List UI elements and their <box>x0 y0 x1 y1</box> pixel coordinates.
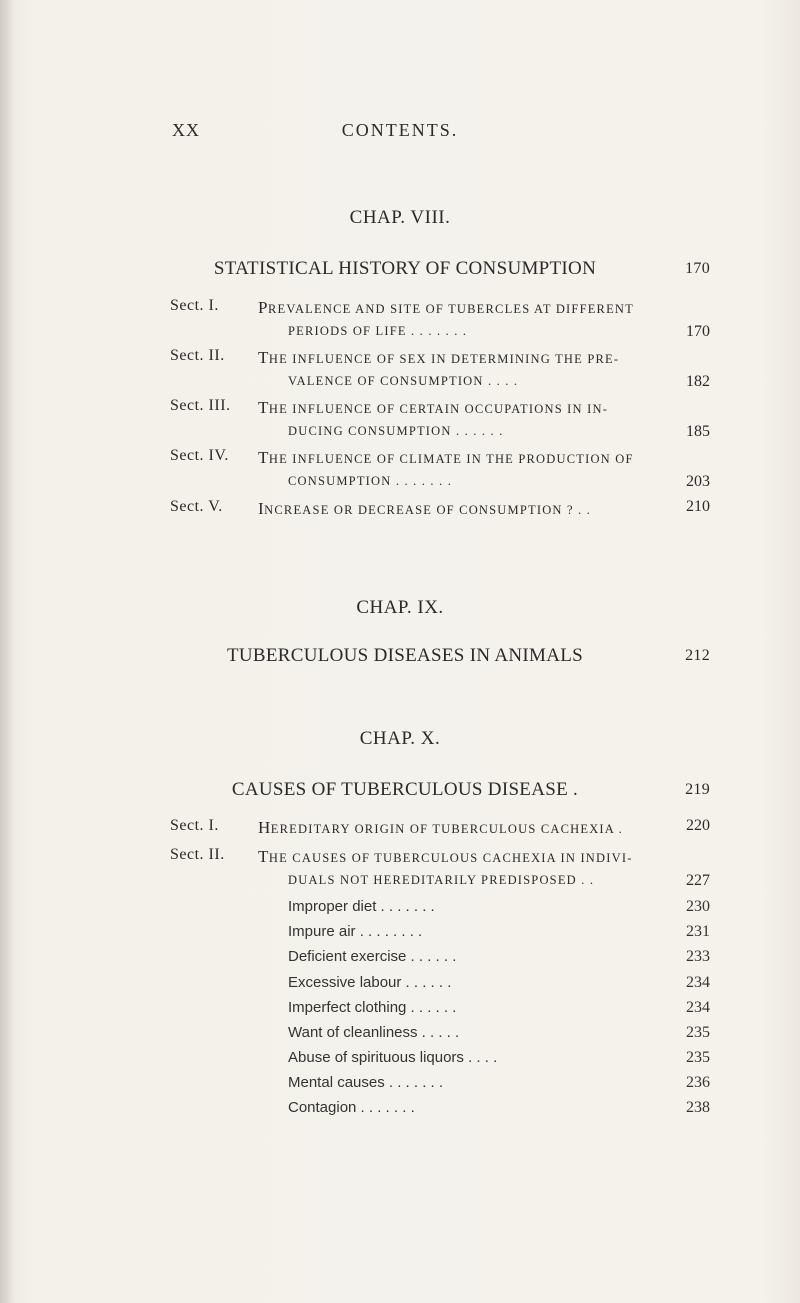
chapter-heading <box>170 779 710 801</box>
section-page: 220 <box>686 817 710 834</box>
subtopic-page: 238 <box>686 1099 710 1116</box>
subtopic-text: Impure air . . . . . . . . <box>288 923 423 940</box>
chapter-page: 170 <box>685 260 710 277</box>
subtopic-page: 234 <box>686 974 710 991</box>
section-title-initial: T <box>258 348 269 367</box>
section-title-line2: CONSUMPTION . . . . . . . <box>288 474 453 488</box>
section-title-rest: NCREASE OR DECREASE OF CONSUMPTION ? . . <box>264 503 592 517</box>
page-number: XX <box>172 120 200 140</box>
section-title-line1 <box>258 448 634 468</box>
subtopic-text: Deficient exercise . . . . . . <box>288 948 457 965</box>
section-title-line1 <box>258 818 623 838</box>
running-head <box>0 120 800 144</box>
subtopic-text: Excessive labour . . . . . . <box>288 974 452 991</box>
section-title-rest: HE INFLUENCE OF CERTAIN OCCUPATIONS IN IN- <box>268 402 609 416</box>
subtopic-text: Contagion . . . . . . . <box>288 1099 415 1116</box>
subtopic-page: 230 <box>686 898 710 915</box>
section-title-rest: EREDITARY ORIGIN OF TUBERCULOUS CACHEXIA . <box>270 822 623 836</box>
subtopic-text: Mental causes . . . . . . . <box>288 1074 444 1091</box>
section-page: 203 <box>686 473 710 490</box>
section-title-initial: H <box>258 818 271 837</box>
subtopic-page: 235 <box>686 1024 710 1041</box>
section-title-line2: DUCING CONSUMPTION . . . . . . <box>288 424 504 438</box>
section-number: Sect. II. <box>170 846 225 863</box>
subtopic-page: 236 <box>686 1074 710 1091</box>
subtopic-text: Imperfect clothing . . . . . . <box>288 999 457 1016</box>
subtopic-page: 235 <box>686 1049 710 1066</box>
section-title-line2: PERIODS OF LIFE . . . . . . . <box>288 324 468 338</box>
section-page: 227 <box>686 872 710 889</box>
section-page: 185 <box>686 423 710 440</box>
section-title-initial: P <box>258 298 268 317</box>
section-number: Sect. III. <box>170 397 231 414</box>
chapter-heading-text: STATISTICAL HISTORY OF CONSUMPTION <box>213 258 597 279</box>
subtopic-page: 234 <box>686 999 710 1016</box>
chapter-page: 219 <box>685 781 710 798</box>
subtopic-page: 231 <box>686 923 710 940</box>
section-title-rest: REVALENCE AND SITE OF TUBERCLES AT DIFFERENT <box>267 302 634 316</box>
section-number: Sect. II. <box>170 347 225 364</box>
section-title-initial: T <box>258 847 269 866</box>
section-title-initial: T <box>258 398 269 417</box>
section-title-line2: VALENCE OF CONSUMPTION . . . . <box>288 374 519 388</box>
chapter-label: CHAP. IX. <box>356 597 444 618</box>
section-title-line1 <box>258 298 634 318</box>
chapter-label: CHAP. X. <box>359 728 441 749</box>
section-page: 182 <box>686 373 710 390</box>
section-number: Sect. I. <box>170 297 219 314</box>
section-page: 170 <box>686 323 710 340</box>
chapter-label: CHAP. VIII. <box>349 207 451 228</box>
section-title-rest: HE INFLUENCE OF CLIMATE IN THE PRODUCTION OF <box>268 452 634 466</box>
subtopic-text: Improper diet . . . . . . . <box>288 898 435 915</box>
section-title-rest: HE INFLUENCE OF SEX IN DETERMINING THE PRE- <box>268 352 620 366</box>
section-number: Sect. I. <box>170 817 219 834</box>
chapter-page: 212 <box>685 647 710 664</box>
subtopic-text: Want of cleanliness . . . . . <box>288 1024 460 1041</box>
chapter-heading-text: TUBERCULOUS DISEASES IN ANIMALS <box>226 645 584 666</box>
section-title-rest: HE CAUSES OF TUBERCULOUS CACHEXIA IN INDIVI- <box>268 851 633 865</box>
section-title-line1 <box>258 847 633 867</box>
section-title-initial: T <box>258 448 269 467</box>
subtopic-text: Abuse of spirituous liquors . . . . <box>288 1049 498 1066</box>
chapter-heading-text: CAUSES OF TUBERCULOUS DISEASE . <box>231 779 579 800</box>
section-title-line1 <box>258 398 608 418</box>
chapter-heading <box>170 645 710 667</box>
section-title-line1 <box>258 499 591 519</box>
section-title-line2: DUALS NOT HEREDITARILY PREDISPOSED . . <box>288 873 595 887</box>
page-edge-shadow <box>0 0 14 1303</box>
section-title-line1 <box>258 348 619 368</box>
section-page: 210 <box>686 498 710 515</box>
chapter-heading <box>170 258 710 280</box>
subtopic-page: 233 <box>686 948 710 965</box>
section-title-initial: I <box>258 499 265 518</box>
section-number: Sect. IV. <box>170 447 229 464</box>
page-title: CONTENTS. <box>341 120 459 140</box>
section-number: Sect. V. <box>170 498 223 515</box>
